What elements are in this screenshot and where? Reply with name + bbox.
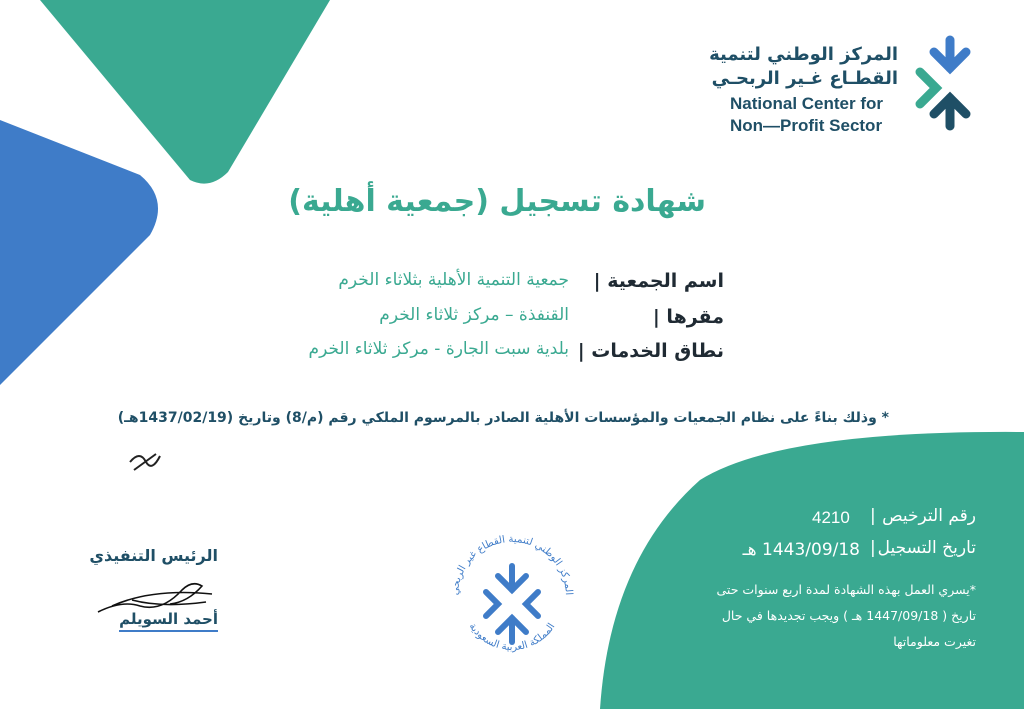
validity-note-line2: تاريخ ( 1447/09/18 هـ ) ويجب تجديدها في حال — [721, 608, 976, 623]
license-separator-2: | — [870, 538, 876, 558]
license-number-label: رقم الترخيص — [882, 506, 976, 526]
field-label-association-name: اسم الجمعية | — [593, 270, 724, 292]
org-name-ar-line1: المركز الوطني لتنمية — [709, 44, 898, 65]
certificate-title: شهادة تسجيل (جمعية أهلية) — [288, 184, 706, 219]
official-seal — [436, 520, 588, 672]
license-number-value: 4210 — [812, 508, 850, 527]
signatory-title: الرئيس التنفيذي — [89, 546, 218, 565]
signatory-name: أحمد السويلم — [119, 610, 218, 632]
field-value-headquarters: القنفذة – مركز ثلاثاء الخرم — [379, 305, 569, 325]
validity-note-line1: *يسري العمل بهذه الشهادة لمدة اربع سنوات حتى — [716, 582, 976, 597]
field-label-headquarters: مقرها | — [652, 306, 724, 328]
seal-bottom-text: المملكة العربية السعودية — [466, 621, 558, 654]
org-logo-mark-icon — [914, 22, 984, 132]
seal-star-icon — [486, 566, 538, 642]
org-name-en-line1: National Center for — [730, 94, 884, 113]
blue-chevron-shape — [0, 120, 158, 385]
registration-date-label: تاريخ التسجيل — [877, 538, 976, 558]
decree-note: * وذلك بناءً على نظام الجمعيات والمؤسسات الأهلية الصادر بالمرسوم الملكي رقم (م/8) وتاريخ (1437/02/19هـ) — [117, 410, 889, 426]
license-separator-1: | — [870, 506, 876, 526]
validity-note-line3: تغيرت معلوماتها — [893, 634, 976, 649]
seal-top-text: المركز الوطني لتنمية القطاع غير الربحي — [449, 533, 575, 596]
field-value-service-scope: بلدية سبت الجارة - مركز ثلاثاء الخرم — [308, 339, 569, 359]
org-logo — [709, 32, 998, 142]
org-name-en-line2: Non—Profit Sector — [730, 116, 883, 135]
field-label-service-scope: نطاق الخدمات | — [577, 340, 724, 362]
registration-date-value: 1443/09/18 هـ — [742, 540, 860, 560]
teal-corner-shape — [600, 432, 1024, 709]
org-name-ar-line2: القطـاع غـير الربحـي — [711, 68, 898, 89]
initials-mark-icon — [126, 448, 166, 474]
seal-graphic — [436, 520, 588, 672]
field-value-association-name: جمعية التنمية الأهلية بثلاثاء الخرم — [338, 270, 569, 290]
